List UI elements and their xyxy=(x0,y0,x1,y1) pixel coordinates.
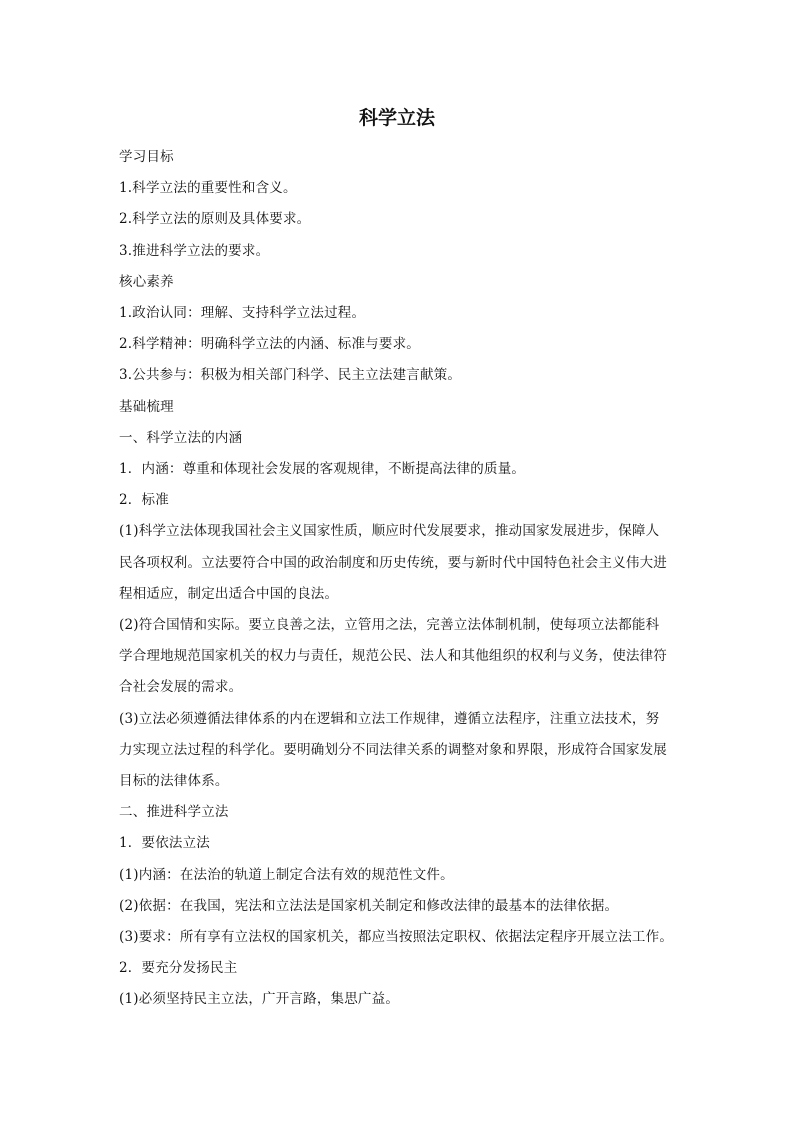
subheading-standard: 2．标准 xyxy=(119,492,169,509)
paragraph-line: (3)要求：所有享有立法权的国家机关，都应当按照法定职权、依据法定程序开展立法工作。 xyxy=(119,929,674,946)
paragraph-line: 目标的法律体系。 xyxy=(119,773,229,790)
paragraph-line: (1)内涵：在法治的轨道上制定合法有效的规范性文件。 xyxy=(119,866,454,883)
subheading-advance: 二、推进科学立法 xyxy=(119,804,229,821)
section-heading-core-literacy: 核心素养 xyxy=(119,273,174,290)
section-heading-basics: 基础梳理 xyxy=(119,398,174,415)
subheading-legislate-by-law: 1．要依法立法 xyxy=(119,835,210,852)
literacy-item: 3.公共参与：积极为相关部门科学、民主立法建言献策。 xyxy=(119,367,462,384)
goal-item: 2.科学立法的原则及具体要求。 xyxy=(119,211,311,228)
literacy-item: 1.政治认同：理解、支持科学立法过程。 xyxy=(119,305,366,322)
document-body xyxy=(119,142,687,1016)
literacy-item: 2.科学精神：明确科学立法的内涵、标准与要求。 xyxy=(119,336,420,353)
paragraph-line: 程相适应，制定出适合中国的良法。 xyxy=(119,585,339,602)
subheading-connotation: 一、科学立法的内涵 xyxy=(119,429,243,446)
subheading-democracy: 2．要充分发扬民主 xyxy=(119,960,238,977)
paragraph-line: (1)科学立法体现我国社会主义国家性质，顺应时代发展要求，推动国家发展进步，保障人 xyxy=(119,523,660,540)
paragraph-line: (2)符合国情和实际。要立良善之法，立管用之法，完善立法体制机制，使每项立法都能科 xyxy=(119,617,660,634)
paragraph-line: 民各项权利。立法要符合中国的政治制度和历史传统，要与新时代中国特色社会主义伟大进 xyxy=(119,554,667,571)
paragraph-line: 学合理地规范国家机关的权力与责任，规范公民、法人和其他组织的权利与义务，使法律符 xyxy=(119,648,667,665)
paragraph-line: (1)必须坚持民主立法，广开言路，集思广益。 xyxy=(119,991,400,1008)
paragraph-line: (2)依据：在我国，宪法和立法法是国家机关制定和修改法律的最基本的法律依据。 xyxy=(119,897,619,914)
paragraph-line: 1．内涵：尊重和体现社会发展的客观规律，不断提高法律的质量。 xyxy=(119,461,526,478)
paragraph-line: 力实现立法过程的科学化。要明确划分不同法律关系的调整对象和界限，形成符合国家发展 xyxy=(119,741,667,758)
section-heading-learning-goals: 学习目标 xyxy=(119,149,174,165)
paragraph-line: (3)立法必须遵循法律体系的内在逻辑和立法工作规律，遵循立法程序，注重立法技术，努 xyxy=(119,710,660,727)
goal-item: 3.推进科学立法的要求。 xyxy=(119,242,270,259)
goal-item: 1.科学立法的重要性和含义。 xyxy=(119,180,297,197)
document-title: 科学立法 xyxy=(358,107,435,129)
paragraph-line: 合社会发展的需求。 xyxy=(119,679,243,696)
